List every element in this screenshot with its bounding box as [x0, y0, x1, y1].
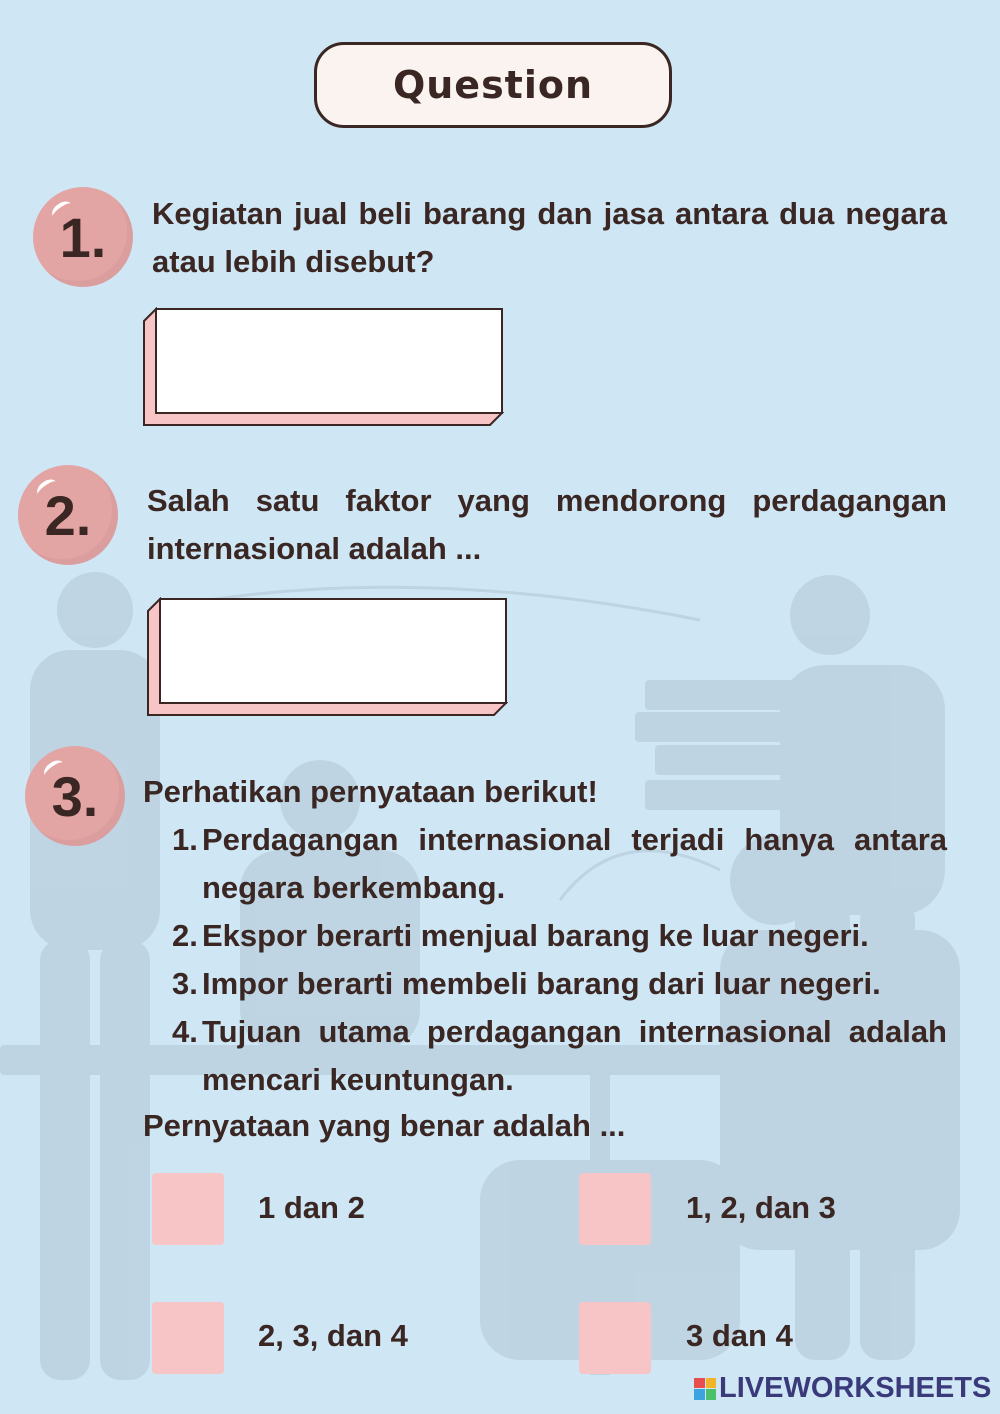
statement-text: Impor berarti membeli barang dari luar negeri. [202, 966, 881, 1001]
statement-item [172, 912, 947, 960]
brand-logo-icon [694, 1378, 716, 1400]
statement-list [172, 816, 947, 1104]
page-title: Question [314, 42, 672, 128]
statement-text: Tujuan utama perdagangan internasional adalah mencari keuntungan. [202, 1014, 947, 1097]
statement-item [172, 816, 947, 912]
statement-text: Perdagangan internasional terjadi hanya antara negara berkembang. [202, 822, 947, 905]
question-number-badge [18, 465, 118, 565]
statement-item [172, 1008, 947, 1104]
statement-number: 1. [172, 822, 198, 857]
option-checkbox-a[interactable] [152, 1173, 224, 1245]
question-text: Kegiatan jual beli barang dan jasa antara dua negara atau lebih disebut? [152, 196, 947, 279]
option-label: 1, 2, dan 3 [686, 1190, 836, 1225]
question-number-badge [33, 187, 133, 287]
statement-number: 3. [172, 966, 198, 1001]
answer-input-box[interactable] [142, 307, 504, 429]
option-checkbox-c[interactable] [152, 1302, 224, 1374]
option-label: 2, 3, dan 4 [258, 1318, 408, 1353]
liveworksheets-logo [694, 1372, 991, 1405]
option-label: 1 dan 2 [258, 1190, 365, 1225]
option-checkbox-d[interactable] [579, 1302, 651, 1374]
question-number: 3. [51, 764, 99, 828]
question-text: Salah satu faktor yang mendorong perdagangan internasional adalah ... [147, 483, 947, 566]
answer-input-box[interactable] [146, 597, 508, 719]
question-number: 2. [44, 483, 92, 547]
statement-number: 2. [172, 918, 198, 953]
question-prompt: Pernyataan yang benar adalah ... [143, 1108, 626, 1143]
question-number-badge [25, 746, 125, 846]
question-number: 1. [59, 205, 107, 269]
statement-item [172, 960, 947, 1008]
question-intro: Perhatikan pernyataan berikut! [143, 774, 598, 809]
statement-number: 4. [172, 1014, 198, 1049]
option-label: 3 dan 4 [686, 1318, 793, 1353]
option-checkbox-b[interactable] [579, 1173, 651, 1245]
statement-text: Ekspor berarti menjual barang ke luar negeri. [202, 918, 869, 953]
brand-name: LIVEWORKSHEETS [719, 1372, 992, 1404]
